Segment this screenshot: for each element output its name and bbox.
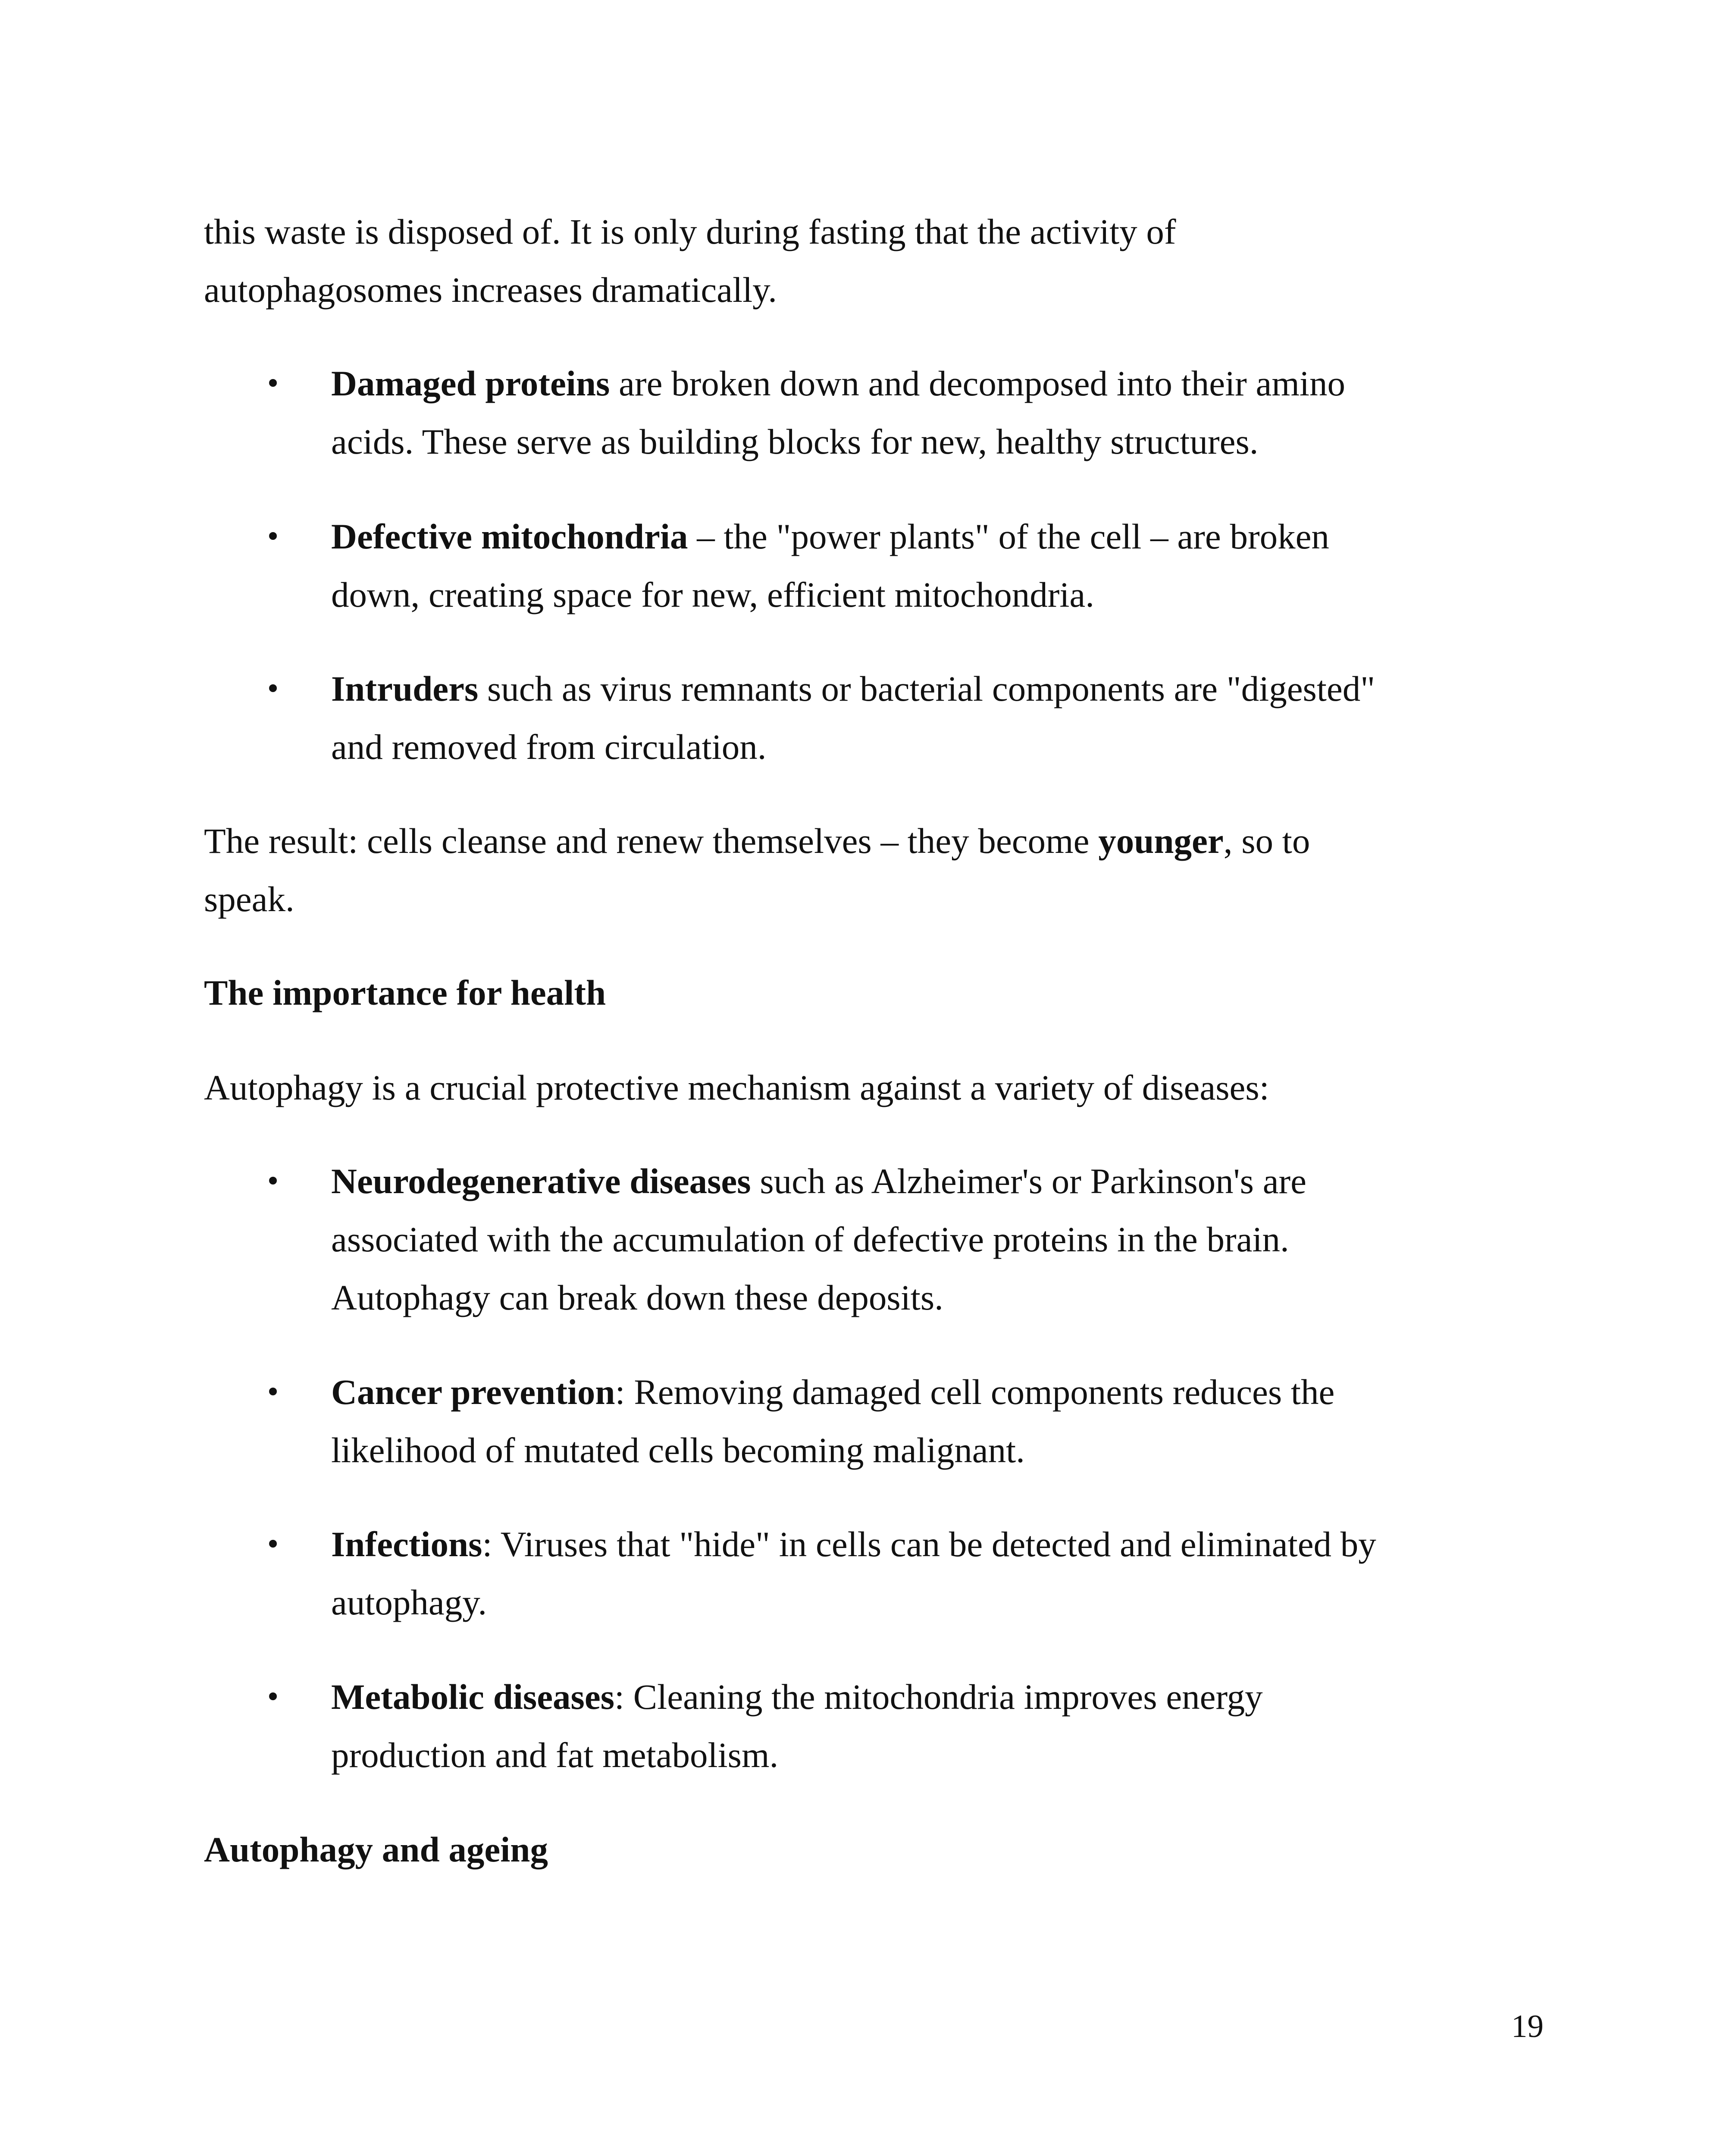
list-item-term: Neurodegenerative diseases <box>331 1161 751 1201</box>
list-item-text <box>331 1152 1577 1327</box>
list-item-term: Defective mitochondria <box>331 517 688 556</box>
list-item-text <box>331 660 1577 776</box>
list-item-line-2: autophagy. <box>331 1583 487 1622</box>
list-item-text <box>331 1668 1577 1784</box>
list-item-term: Infections <box>331 1524 482 1564</box>
intro-line-2: autophagosomes increases dramatically. <box>204 270 777 310</box>
bullet-icon: • <box>265 368 281 399</box>
list-item-line-2: likelihood of mutated cells becoming malignant. <box>331 1430 1025 1470</box>
list-item-term: Cancer prevention <box>331 1372 615 1412</box>
list-item-text <box>331 1363 1577 1479</box>
result-bold: younger <box>1098 821 1224 861</box>
list-item-line-1: such as virus remnants or bacterial components are "digested" <box>478 669 1375 708</box>
page-number: 19 <box>1511 2009 1544 2044</box>
list-item-line-2: production and fat metabolism. <box>331 1735 779 1775</box>
list-item-term: Metabolic diseases <box>331 1677 614 1717</box>
list-item-term: Intruders <box>331 669 479 708</box>
list-item-line-1: such as Alzheimer's or Parkinson's are <box>751 1161 1307 1201</box>
list-item-line-1: – the "power plants" of the cell – are broken <box>688 517 1329 556</box>
bullet-icon: • <box>265 673 281 705</box>
list-item-line-2: down, creating space for new, efficient mitochondria. <box>331 575 1094 614</box>
bullet-icon: • <box>265 1376 281 1408</box>
result-suffix: , so to <box>1223 821 1310 861</box>
bullet-icon: • <box>265 1681 281 1713</box>
list-item-line-1: : Cleaning the mitochondria improves energy <box>614 1677 1263 1717</box>
result-paragraph <box>204 812 1575 928</box>
list-item-line-1: are broken down and decomposed into their amino <box>610 364 1345 403</box>
list-item-line-2: associated with the accumulation of defective proteins in the brain. <box>331 1219 1289 1259</box>
heading-importance-for-health: The importance for health <box>204 973 606 1012</box>
list-item-text <box>331 508 1577 624</box>
list-item-text <box>331 354 1577 471</box>
intro-paragraph <box>204 203 1575 319</box>
list-item-text <box>331 1515 1577 1632</box>
list-item-line-2: acids. These serve as building blocks for new, healthy structures. <box>331 422 1259 461</box>
heading-autophagy-and-ageing: Autophagy and ageing <box>204 1830 548 1869</box>
intro-line-1: this waste is disposed of. It is only during fasting that the activity of <box>204 212 1176 251</box>
bullet-icon: • <box>265 1529 281 1560</box>
result-line-2: speak. <box>204 879 294 919</box>
result-prefix: The result: cells cleanse and renew themselves – they become <box>204 821 1099 861</box>
list-item-line-1: : Removing damaged cell components reduces the <box>615 1372 1335 1412</box>
importance-intro-paragraph: Autophagy is a crucial protective mechanism against a variety of diseases: <box>204 1068 1269 1107</box>
list-item-line-3: Autophagy can break down these deposits. <box>331 1278 943 1317</box>
list-item-line-2: and removed from circulation. <box>331 727 767 767</box>
list-item-term: Damaged proteins <box>331 364 610 403</box>
bullet-icon: • <box>265 1166 281 1197</box>
bullet-icon: • <box>265 521 281 552</box>
list-item-line-1: : Viruses that "hide" in cells can be detected and eliminated by <box>482 1524 1376 1564</box>
